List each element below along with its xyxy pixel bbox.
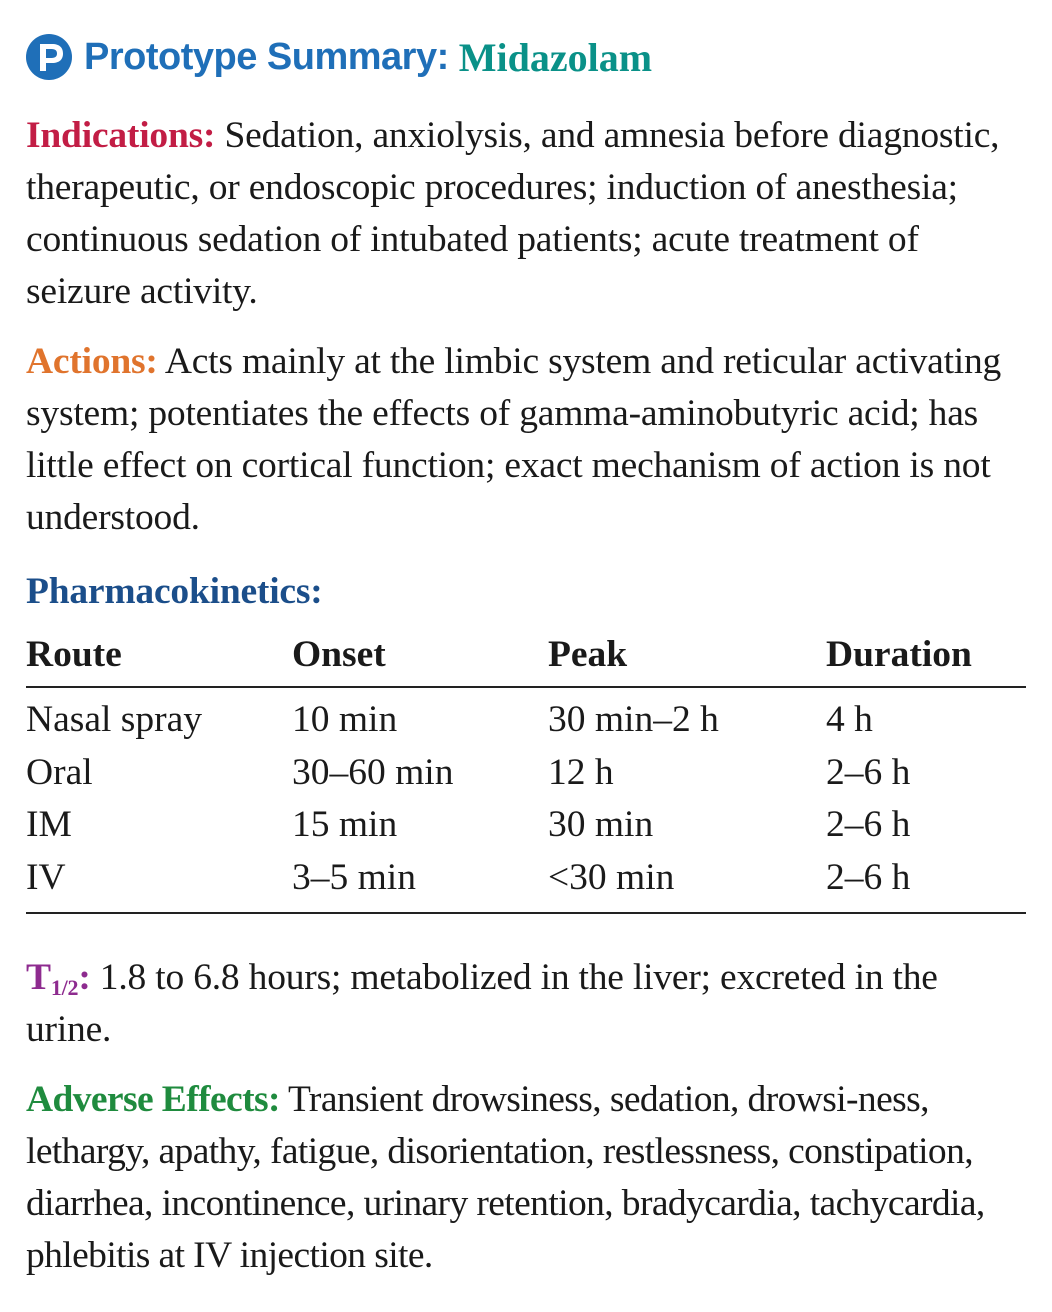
table-cell: 10 min [292,699,398,740]
half-life-section [26,952,1026,1056]
table-cell: Nasal spray [26,699,202,740]
table-cell: 3–5 min [292,852,548,914]
table-cell: IM [26,804,72,845]
table-cell: <30 min [548,852,826,914]
table-cell: 30–60 min [292,751,454,793]
half-life-colon: : [78,957,91,998]
table-row [26,852,1026,914]
column-header: Route [26,632,292,687]
column-header: Duration [826,632,1026,687]
adverse-effects-label: Adverse Effects: [26,1079,280,1120]
half-life-subscript: 1/2 [50,975,79,1000]
prototype-p-icon [26,34,72,80]
table-cell: 2–6 h [826,804,911,845]
table-cell: 30 min [548,804,654,845]
table-row [26,687,1026,747]
table-cell: 30 min–2 h [548,699,719,740]
column-header: Onset [292,632,548,687]
table-cell: Oral [26,751,93,793]
actions-text: Acts mainly at the limbic system and reticular activating system; potentiates the effects of gamma-aminobutyric acid; has little effect on cortical function; exact mechanism of action is not understood. [26,341,1002,538]
half-life-text: 1.8 to 6.8 hours; metabolized in the liver; excreted in the urine. [26,957,938,1050]
indications-section [26,110,1026,318]
half-life-label [26,957,91,998]
adverse-effects-section [26,1074,1026,1282]
header [26,28,1026,86]
column-header: Peak [548,632,826,687]
adverse-effects-text: Transient drowsiness, sedation, drowsi-ness, lethargy, apathy, fatigue, disorientation, restlessness, constipation, diarrhea, incontinence, urinary retention, bradycardia, tachycardia, phlebitis at IV injection site. [26,1079,985,1276]
pharmacokinetics-label: Pharmacokinetics: [26,571,323,612]
table-cell: 15 min [292,804,398,845]
pharmacokinetics-heading [26,566,1026,618]
table-cell: 2–6 h [826,751,911,793]
drug-name: Midazolam [458,34,653,80]
table-cell: 2–6 h [826,852,1026,914]
table-cell: IV [26,852,292,914]
actions-label: Actions: [26,341,158,382]
half-life-t: T [26,957,51,998]
indications-text: Sedation, anxiolysis, and amnesia before diagnostic, therapeutic, or endoscopic procedures; induction of anesthesia; continuous sedation of intubated patients; acute treatment of seizure activity. [26,115,1000,312]
table-cell: 4 h [826,699,873,740]
prototype-summary-box [26,28,1026,1282]
table-row [26,799,1026,852]
indications-label: Indications: [26,115,216,156]
pharmacokinetics-table [26,632,1026,914]
table-header-row [26,632,1026,687]
summary-title: Prototype Summary: [84,35,449,78]
table-row [26,747,1026,800]
actions-section [26,336,1026,544]
table-cell: 12 h [548,751,614,793]
